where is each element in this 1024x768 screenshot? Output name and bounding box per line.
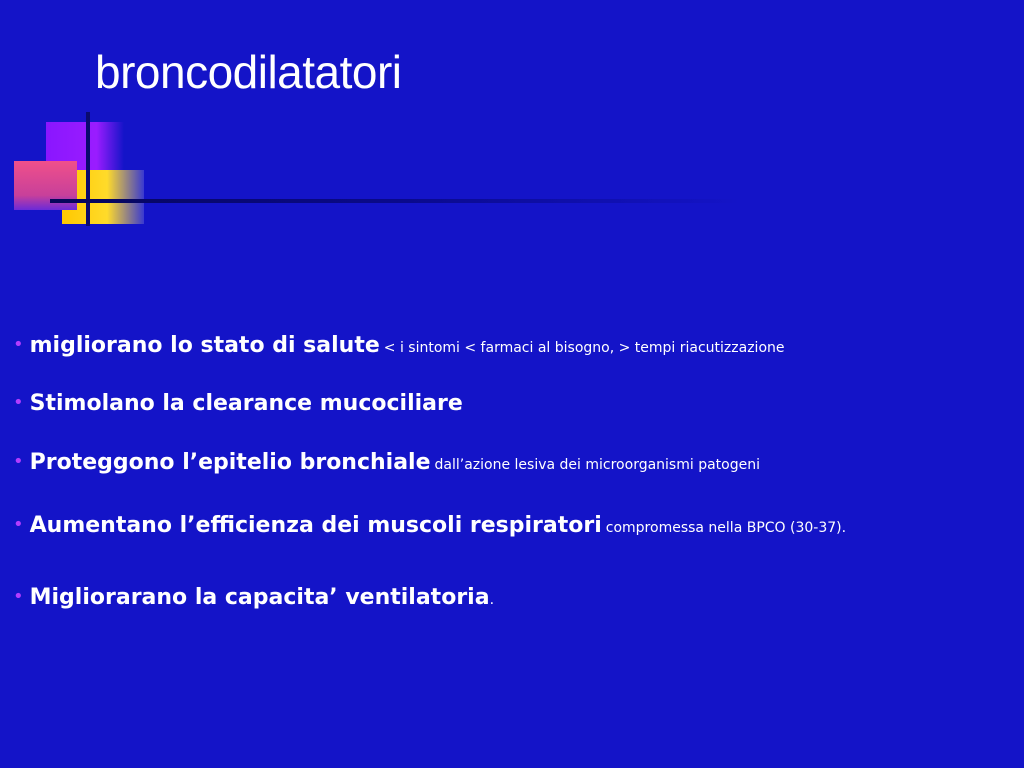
bullet-sub-text: < i sintomi < farmaci al bisogno, > tempi riacutizzazione [383, 340, 785, 356]
bullet-dot: • [13, 586, 24, 607]
bullet-item [13, 333, 785, 358]
bullet-dot: • [13, 514, 24, 535]
bullet-sub-text: . [489, 592, 495, 608]
deco-horizontal-line [50, 199, 740, 203]
bullet-main-text: Stimolano la clearance mucociliare [29, 391, 463, 416]
bullet-dot: • [13, 392, 24, 413]
bullet-dot: • [13, 334, 24, 355]
bullet-item [13, 585, 494, 610]
bullet-main-text: Migliorarano la capacita’ ventilatoria [29, 585, 490, 610]
decorative-squares-graphic [0, 0, 760, 240]
bullet-main-text: migliorano lo stato di salute [29, 333, 380, 358]
bullet-main-text: Aumentano l’efficienza dei muscoli respiratori [29, 513, 602, 538]
slide-title: broncodilatatori [95, 46, 402, 98]
bullet-dot: • [13, 451, 24, 472]
bullet-item [13, 513, 846, 538]
bullet-item [13, 450, 760, 475]
deco-vertical-line [86, 112, 90, 226]
bullet-sub-text: compromessa nella BPCO (30-37). [605, 520, 847, 536]
bullet-item [13, 391, 463, 416]
bullet-sub-text: dall’azione lesiva dei microorganismi patogeni [434, 457, 760, 473]
bullet-main-text: Proteggono l’epitelio bronchiale [29, 450, 431, 475]
